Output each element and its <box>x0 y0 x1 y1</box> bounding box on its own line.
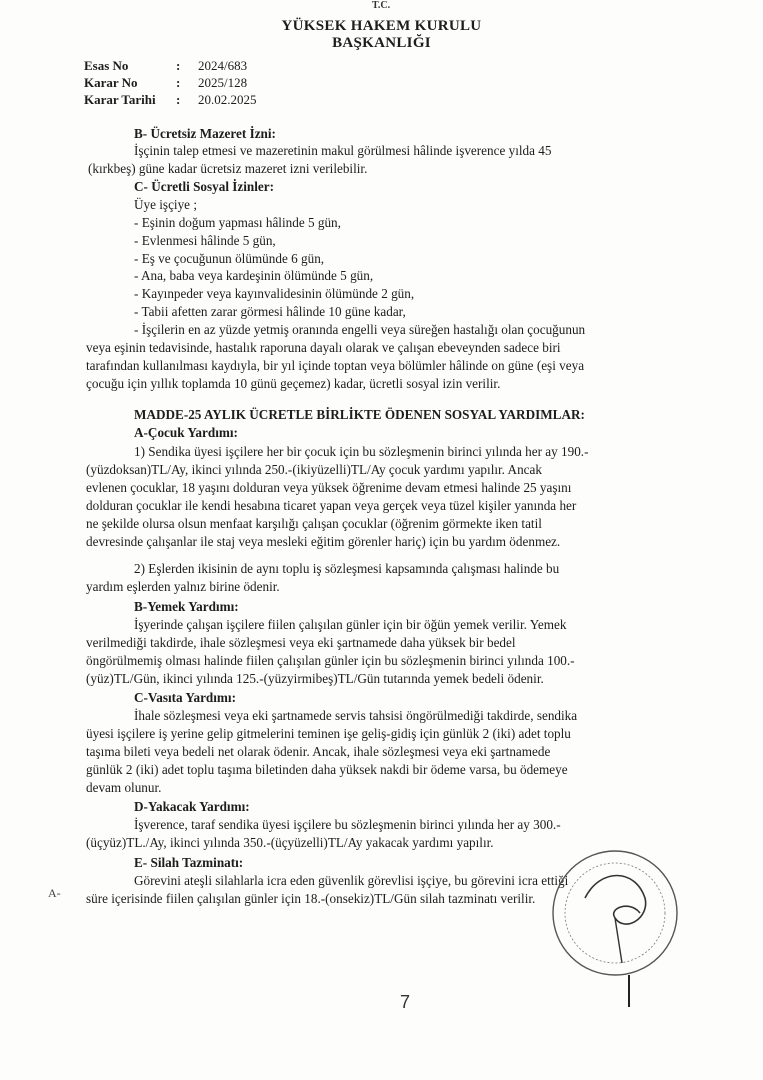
meta-sep: : <box>176 58 181 73</box>
seal-inner-ring <box>565 863 665 963</box>
text-line: (yüzdoksan)TL/Ay, ikinci yılında 250.-(ikiyüzelli)TL/Ay çocuk yardımı yapılır. Ancak <box>86 462 542 477</box>
text-line: evlenen çocuklar, 18 yaşını dolduran veya yüksek öğrenime devam etmesi halinde 25 yaşını <box>86 480 572 495</box>
text-line: İşverence, taraf sendika üyesi işçilere bu sözleşmenin birinci yılında her ay 300.- <box>134 817 561 832</box>
list-item: - İşçilerin en az yüzde yetmiş oranında engelli veya süreğen hastalığı olan çocuğunun <box>134 322 586 337</box>
text-line: İhale sözleşmesi veya eki şartnamede servis tahsisi öngörülmediği takdirde, sendika <box>134 708 578 723</box>
heading-sosyal-izinler: C- Ücretli Sosyal İzinler: <box>134 179 275 194</box>
text-line: Üye işçiye ; <box>134 197 197 212</box>
list-item: - Eş ve çocuğunun ölümünde 6 gün, <box>134 251 325 266</box>
text-line: günlük 2 (iki) adet toplu taşıma biletinden daha yüksek nakdi bir ödeme varsa, bu ödemeye <box>86 762 568 777</box>
official-seal <box>540 838 690 988</box>
signature-scribble <box>585 876 646 925</box>
list-item: - Kayınpeder veya kayınvalidesinin ölümünde 2 gün, <box>134 286 415 301</box>
meta-label: Esas No <box>84 58 129 73</box>
meta-label: Karar No <box>84 75 138 90</box>
text-line: verilmediği takdirde, ihale sözleşmesi veya eki şartnamede daha yüksek bir bedel <box>86 635 516 650</box>
text-line: taşıma bileti veya bedeli net olarak ödenir. Ancak, ihale sözleşmesi veya eki şartnamede <box>86 744 551 759</box>
header-fragment: T.C. <box>372 0 391 11</box>
list-item: - Ana, baba veya kardeşinin ölümünde 5 gün, <box>134 268 374 283</box>
institution-subtitle: BAŞKANLIĞI <box>332 35 431 51</box>
institution-title: YÜKSEK HAKEM KURULU <box>281 18 482 34</box>
meta-value: 20.02.2025 <box>198 92 257 107</box>
meta-label: Karar Tarihi <box>84 92 156 107</box>
text-line: (kırkbeş) güne kadar ücretsiz mazeret izni verilebilir. <box>88 161 368 176</box>
text-line: İşyerinde çalışan işçilere fiilen çalışılan günler için bir öğün yemek verilir. Yemek <box>134 617 567 632</box>
text-line: devam olunur. <box>86 780 162 795</box>
seal-outer-ring <box>553 851 677 975</box>
article-heading: MADDE-25 AYLIK ÜCRETLE BİRLİKTE ÖDENEN SOSYAL YARDIMLAR: <box>134 407 585 422</box>
text-line: 1) Sendika üyesi işçilere her bir çocuk için bu sözleşmenin birinci yılında her ay 190.- <box>134 444 589 459</box>
heading-silah-tazminati: E- Silah Tazminatı: <box>134 855 244 870</box>
heading-yakacak-yardimi: D-Yakacak Yardımı: <box>134 799 250 814</box>
text-line: (üçyüz)TL./Ay, ikinci yılında 350.-(üçyüzelli)TL/Ay yakacak yardımı yapılır. <box>86 835 494 850</box>
text-line: İşçinin talep etmesi ve mazeretinin makul görülmesi hâlinde işverence yılda 45 <box>134 143 552 158</box>
heading-vasita-yardimi: C-Vasıta Yardımı: <box>134 690 236 705</box>
text-line: süre içerisinde fiilen çalışılan günler için 18.-(onsekiz)TL/Gün silah tazminatı verilir. <box>86 891 536 906</box>
text-line: (yüz)TL/Gün, ikinci yılında 125.-(yüzyirmibeş)TL/Gün tutarında yemek bedeli ödenir. <box>86 671 544 686</box>
meta-sep: : <box>176 75 181 90</box>
heading-mazeret-izni: B- Ücretsiz Mazeret İzni: <box>134 126 276 141</box>
list-item: - Tabii afetten zarar görmesi hâlinde 10 güne kadar, <box>134 304 406 319</box>
text-line: 2) Eşlerden ikisinin de aynı toplu iş sözleşmesi kapsamında çalışması halinde bu <box>134 561 560 576</box>
meta-karar-tarihi <box>84 92 257 108</box>
text-line: veya eşinin tedavisinde, hastalık raporuna dayalı olarak ve çalışan ebeveynden sadece biri <box>86 340 561 355</box>
meta-sep: : <box>176 92 181 107</box>
page-number: 7 <box>400 992 411 1012</box>
text-line: devresinde çalışanlar ile staj veya mesleki eğitim görenler hariç) için bu yardım ödenmez. <box>86 534 561 549</box>
text-line: dolduran çocuklar ile kendi hesabına ticaret yapan veya gerçek veya tüzel kişiler yanında her <box>86 498 577 513</box>
text-line: tarafından kullanılması kaydıyla, bir yıl içinde toptan veya bölümler hâlinde on güne (eşi veya <box>86 358 585 373</box>
text-line: Görevini ateşli silahlarla icra eden güvenlik görevlisi işçiye, bu görevini icra ettiği <box>134 873 569 888</box>
meta-karar-no <box>84 75 247 91</box>
meta-value: 2025/128 <box>198 75 248 90</box>
signature-line <box>628 975 630 1007</box>
list-item: - Eşinin doğum yapması hâlinde 5 gün, <box>134 215 341 230</box>
text-line: yardım eşlerden yalnız birine ödenir. <box>86 579 280 594</box>
text-line: ne şekilde olursa olsun menfaat karşılığı çalışan çocuklar (öğrenim görmekte iken tatil <box>86 516 542 531</box>
meta-value: 2024/683 <box>198 58 248 73</box>
list-item: - Evlenmesi hâlinde 5 gün, <box>134 233 276 248</box>
heading-cocuk-yardimi: A-Çocuk Yardımı: <box>134 425 238 440</box>
meta-esas-no <box>84 58 247 74</box>
text-line: üyesi işçilere iş yerine gelip gitmelerini teminen işe geliş-gidiş için günlük 2 (iki) adet toplu <box>86 726 571 741</box>
text-line: çocuğu için yıllık toplamda 10 günü geçemez) kadar, ücretli sosyal izin verilir. <box>86 376 501 391</box>
margin-mark: A- <box>48 886 61 900</box>
text-line: öngörülmemiş olması halinde fiilen çalışılan günler için bu sözleşmenin birinci yılında 100.- <box>86 653 575 668</box>
heading-yemek-yardimi: B-Yemek Yardımı: <box>134 599 239 614</box>
signature-stroke <box>615 918 622 963</box>
